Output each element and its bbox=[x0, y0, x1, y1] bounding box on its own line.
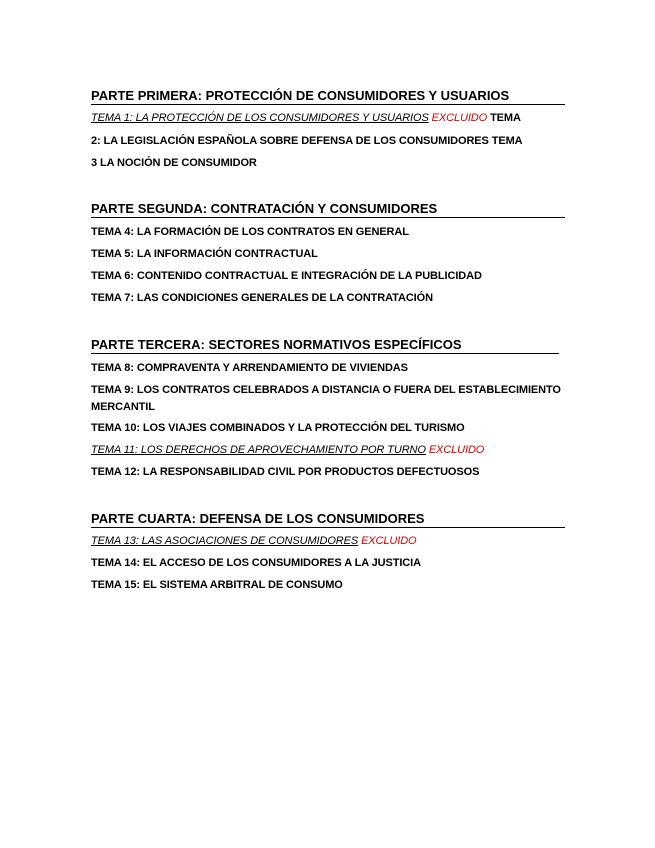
tema-1-line bbox=[91, 112, 521, 124]
excluded-tag: EXCLUIDO bbox=[431, 112, 488, 124]
tema-6-line: TEMA 6: CONTENIDO CONTRACTUAL E INTEGRACIÓN DE LA PUBLICIDAD bbox=[91, 270, 482, 282]
tema-9-line: TEMA 9: LOS CONTRATOS CELEBRADOS A DISTANCIA O FUERA DEL ESTABLECIMIENTO bbox=[91, 384, 561, 396]
tema-7-line: TEMA 7: LAS CONDICIONES GENERALES DE LA CONTRATACIÓN bbox=[91, 292, 433, 304]
tema-13-topic: TEMA 13: LAS ASOCIACIONES DE CONSUMIDORES bbox=[91, 535, 359, 547]
tema-11-line bbox=[91, 444, 484, 456]
tema-15-line: TEMA 15: EL SISTEMA ARBITRAL DE CONSUMO bbox=[91, 579, 343, 591]
tema-14-line: TEMA 14: EL ACCESO DE LOS CONSUMIDORES A LA JUSTICIA bbox=[91, 557, 421, 569]
tema-8-line: TEMA 8: COMPRAVENTA Y ARRENDAMIENTO DE VIVIENDAS bbox=[91, 362, 408, 374]
tema-12-line: TEMA 12: LA RESPONSABILIDAD CIVIL POR PRODUCTOS DEFECTUOSOS bbox=[91, 466, 480, 478]
tema-9-line-continued: MERCANTIL bbox=[91, 401, 155, 413]
parte-cuarta-heading: PARTE CUARTA: DEFENSA DE LOS CONSUMIDORES bbox=[91, 511, 565, 528]
tema-13-line bbox=[91, 535, 417, 547]
tema-5-line: TEMA 5: LA INFORMACIÓN CONTRACTUAL bbox=[91, 248, 318, 260]
tema-11-topic: TEMA 11: LOS DERECHOS DE APROVECHAMIENTO POR TURNO bbox=[91, 444, 426, 456]
excluded-tag: EXCLUIDO bbox=[361, 535, 417, 547]
tema-4-line: TEMA 4: LA FORMACIÓN DE LOS CONTRATOS EN GENERAL bbox=[91, 226, 409, 238]
tema-2-prefix: TEMA bbox=[487, 112, 521, 124]
tema-2-line: 2: LA LEGISLACIÓN ESPAÑOLA SOBRE DEFENSA DE LOS CONSUMIDORES TEMA bbox=[91, 135, 523, 147]
parte-primera-heading: PARTE PRIMERA: PROTECCIÓN DE CONSUMIDORES Y USUARIOS bbox=[91, 88, 565, 105]
tema-3-line: 3 LA NOCIÓN DE CONSUMIDOR bbox=[91, 157, 257, 169]
parte-segunda-heading: PARTE SEGUNDA: CONTRATACIÓN Y CONSUMIDORES bbox=[91, 201, 565, 218]
tema-10-line: TEMA 10: LOS VIAJES COMBINADOS Y LA PROTECCIÓN DEL TURISMO bbox=[91, 422, 465, 434]
tema-1-topic: TEMA 1: LA PROTECCIÓN DE LOS CONSUMIDORES Y USUARIOS bbox=[91, 112, 429, 124]
parte-tercera-heading: PARTE TERCERA: SECTORES NORMATIVOS ESPECÍFICOS bbox=[91, 337, 559, 354]
excluded-tag: EXCLUIDO bbox=[428, 444, 485, 456]
